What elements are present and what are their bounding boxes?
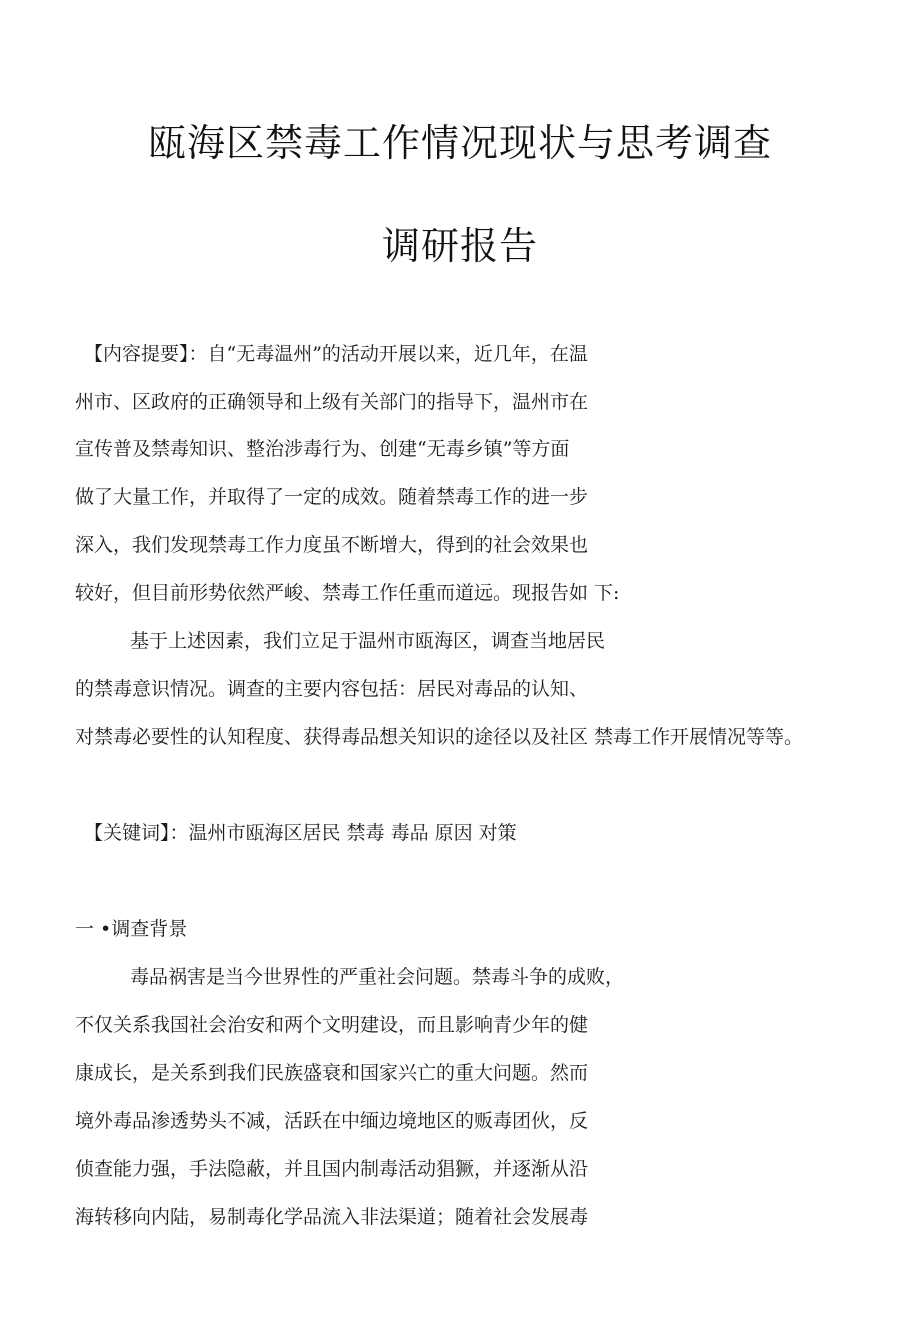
keywords-line: 【关键词】：温州市瓯海区居民 禁毒 毒品 原因 对策	[84, 822, 517, 844]
paragraph-line: 对禁毒必要性的认知程度、获得毒品想关知识的途径以及社区 禁毒工作开展情况等等。	[75, 726, 804, 748]
paragraph-line: 的禁毒意识情况。调查的主要内容包括：居民对毒品的认知、	[75, 678, 589, 700]
abstract-line: 深入，我们发现禁毒工作力度虽不断增大，得到的社会效果也	[75, 534, 589, 556]
abstract-line: 做了大量工作，并取得了一定的成效。随着禁毒工作的进一步	[75, 486, 589, 508]
abstract-line: 较好，但目前形势依然严峻、禁毒工作任重而道远。现报告如 下:	[75, 582, 620, 604]
abstract-line: 州市、区政府的正确领导和上级有关部门的指导下，温州市在	[75, 391, 589, 413]
paragraph-line: 境外毒品渗透势头不减，活跃在中缅边境地区的贩毒团伙，反	[75, 1110, 589, 1132]
document-title-line-2: 调研报告	[381, 224, 538, 268]
paragraph-line: 康成长，是关系到我们民族盛衰和国家兴亡的重大问题。然而	[75, 1062, 589, 1084]
section-heading: 一 •调查背景	[75, 918, 188, 940]
paragraph-line: 毒品祸害是当今世界性的严重社会问题。禁毒斗争的成败，	[130, 966, 625, 988]
document-title-line-1: 瓯海区禁毒工作情况现状与思考调查	[147, 121, 772, 165]
paragraph-line: 海转移向内陆，易制毒化学品流入非法渠道；随着社会发展毒	[75, 1206, 589, 1228]
paragraph-line: 侦查能力强，手法隐蔽，并且国内制毒活动猖獗，并逐渐从沿	[75, 1158, 589, 1180]
paragraph-line: 基于上述因素，我们立足于温州市瓯海区，调查当地居民	[130, 630, 606, 652]
abstract-line: 宣传普及禁毒知识、整治涉毒行为、创建“无毒乡镇”等方面	[75, 438, 570, 460]
paragraph-line: 不仅关系我国社会治安和两个文明建设，而且影响青少年的健	[75, 1014, 589, 1036]
abstract-line: 【内容提要】：自“无毒温州”的活动开展以来，近几年，在温	[84, 343, 588, 365]
